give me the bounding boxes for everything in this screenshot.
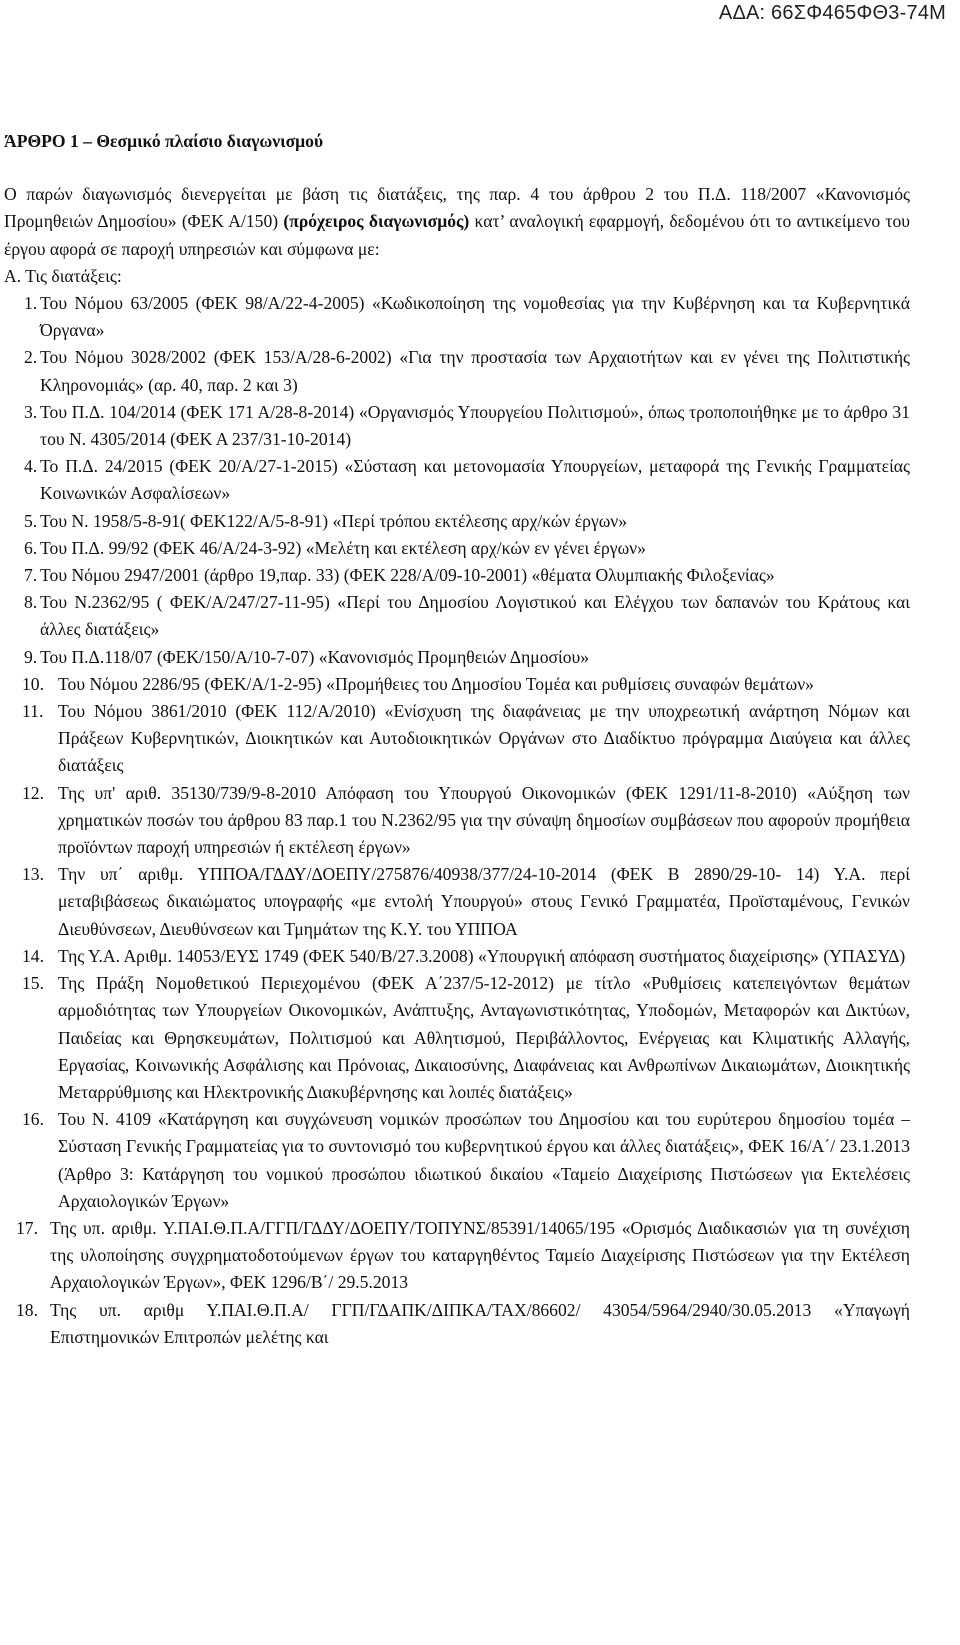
item-number: 11. xyxy=(22,701,44,722)
item-text: Του Π.Δ. 99/92 (ΦΕΚ 46/Α/24-3-92) «Μελέτη και εκτέλεση αρχ/κών εν γένει έργων» xyxy=(40,537,646,558)
item-number: 5. xyxy=(24,510,38,531)
item-text: Της υπ. αριθμ. Υ.ΠΑΙ.Θ.Π.Α/ΓΓΠ/ΓΔΔΥ/ΔΟΕΠΥ/ΤΟΠΥΝΣ/85391/14065/195 «Ορισμός Διαδικασιών για τη συνέχιση της υλοποίησης συγχρηματοδοτούμενων έργων του καταργηθέντος Ταμείο Διαχείρισης Πιστώσεων για την Εκτέλεση Αρχαιολογικών Έργων», ΦΕΚ 1296/Β΄/ 29.5.2013 xyxy=(50,1217,910,1293)
item-text: Του Νόμου 3861/2010 (ΦΕΚ 112/Α/2010) «Ενίσχυση της διαφάνειας με την υποχρεωτική ανάρτηση Νόμων και Πράξεων Κυβερνητικών, Διοικητικών και Αυτοδιοικητικών Οργάνων στο Διαδίκτυο πρόγραμμα Διαύγεια και άλλες διατάξεις xyxy=(58,701,910,776)
list-item xyxy=(4,399,910,453)
item-text: Του Νόμου 2286/95 (ΦΕΚ/Α/1-2-95) «Προμήθειες του Δημοσίου Τομέα και ρυθμίσεις συναφών θεμάτων» xyxy=(58,673,814,694)
list-item xyxy=(4,644,910,671)
list-item xyxy=(4,562,910,589)
item-text: Του Νόμου 63/2005 (ΦΕΚ 98/Α/22-4-2005) «Κωδικοποίηση της νομοθεσίας για την Κυβέρνηση και τα Κυβερνητικά Όργανα» xyxy=(40,293,910,341)
list-item xyxy=(4,535,910,562)
item-text: Της υπ' αριθ. 35130/739/9-8-2010 Απόφαση του Υπουργού Οικονομικών (ΦΕΚ 1291/11-8-2010) «Αύξηση των χρηματικών ποσών του άρθρου 83 παρ.1 του Ν.2362/95 για την σύναψη δημοσίων συμβάσεων που αφορούν προμήθεια προϊόντων παροχή υπηρεσιών ή εκτέλεση έργων» xyxy=(58,782,910,858)
intro-text-1: Ο παρών διαγωνισμός διενεργείται με βάση τις διατάξεις, της παρ. 4 του άρθρου 2 του Π.Δ. 118/2007 «Κανονισμός Προμηθειών Δημοσίου» (ΦΕΚ Α/150) xyxy=(4,184,910,232)
item-text: Της Υ.Α. Αριθμ. 14053/ΕΥΣ 1749 (ΦΕΚ 540/Β/27.3.2008) «Υπουργική απόφαση συστήματος διαχείρισης» (ΥΠΑΣΥΔ) xyxy=(58,945,906,966)
item-number: 2. xyxy=(24,347,38,368)
list-item xyxy=(4,344,910,398)
list-item xyxy=(4,1297,910,1351)
intro-paragraph xyxy=(4,181,910,263)
item-text: Την υπ΄ αριθμ. ΥΠΠΟΑ/ΓΔΔΥ/ΔΟΕΠΥ/275876/40938/377/24-10-2014 (ΦΕΚ Β 2890/29-10- 14) Υ.Α. περί μεταβιβάσεως δικαιώματος υπογραφής «με εντολή Υπουργού» στους Γενικό Γραμματέα, Προϊσταμένους, Γενικών Διευθύνσεων, Διευθύνσεων και Τμημάτων της Κ.Υ. του ΥΠΠΟΑ xyxy=(58,864,910,939)
list-item xyxy=(4,1215,910,1297)
item-number: 18. xyxy=(16,1299,38,1320)
item-text: Του Π.Δ. 104/2014 (ΦΕΚ 171 Α/28-8-2014) «Οργανισμός Υπουργείου Πολιτισμού», όπως τροποποιήθηκε με το άρθρο 31 του Ν. 4305/2014 (ΦΕΚ Α 237/31-10-2014) xyxy=(40,401,910,450)
article-title: ΆΡΘΡΟ 1 – Θεσμικό πλαίσιο διαγωνισμού xyxy=(4,131,324,151)
list-item xyxy=(4,780,910,862)
item-text: Του Νόμου 3028/2002 (ΦΕΚ 153/Α/28-6-2002) «Για την προστασία των Αρχαιοτήτων και εν γένει της Πολιτιστικής Κληρονομιάς» (αρ. 40, παρ. 2 και 3) xyxy=(40,347,910,395)
item-text: Το Π.Δ. 24/2015 (ΦΕΚ 20/Α/27-1-2015) «Σύσταση και μετονομασία Υπουργείων, μεταφορά της Γενικής Γραμματείας Κοινωνικών Ασφαλίσεων» xyxy=(40,456,910,504)
item-text: Του Π.Δ.118/07 (ΦΕΚ/150/Α/10-7-07) «Κανονισμός Προμηθειών Δημοσίου» xyxy=(40,646,590,667)
intro-text-2: κατ’ αναλογική εφαρμογή, δεδομένου ότι το αντικείμενο του έργου αφορά σε παροχή υπηρεσιών και σύμφωνα με: xyxy=(4,211,910,259)
item-number: 4. xyxy=(24,456,38,477)
item-text: Του Νόμου 2947/2001 (άρθρο 19,παρ. 33) (ΦΕΚ 228/Α/09-10-2001) «θέματα Ολυμπιακής Φιλοξενίας» xyxy=(40,565,775,586)
item-number: 12. xyxy=(22,782,44,803)
item-number: 14. xyxy=(22,945,44,966)
list-item xyxy=(4,970,910,1106)
list-item xyxy=(4,671,910,698)
list-item xyxy=(4,290,910,344)
item-number: 6. xyxy=(24,537,38,558)
item-number: 13. xyxy=(22,864,44,885)
subheading: Α. Τις διατάξεις: xyxy=(4,265,122,286)
item-number: 3. xyxy=(24,401,38,422)
document-body xyxy=(4,128,910,1351)
list-item xyxy=(4,453,910,507)
list-item xyxy=(4,1106,910,1215)
item-text: Της Πράξη Νομοθετικού Περιεχομένου (ΦΕΚ Α΄237/5-12-2012) με τίτλο «Ρυθμίσεις κατεπειγόντων θεμάτων αρμοδιότητας των Υπουργείων Οικονομικών, Ανάπτυξης, Ανταγωνιστικότητας, Υποδομών, Μεταφορών και Δικτύων, Παιδείας και Θρησκευμάτων, Πολιτισμού και Αθλητισμού, Περιβάλλοντος, Ενέργειας και Κλιματικής Αλλαγής, Εργασίας, Κοινωνικής Ασφάλισης και Πρόνοιας, Δικαιοσύνης, Διαφάνειας και Ανθρωπίνων Δικαιωμάτων, Διοικητικής Μεταρρύθμισης και Ηλεκτρονικής Διακυβέρνησης και λοιπές διατάξεις» xyxy=(58,973,910,1102)
item-text: Του Ν.2362/95 ( ΦΕΚ/Α/247/27-11-95) «Περί του Δημοσίου Λογιστικού και Ελέγχου των δαπανών του Κράτους και άλλες διατάξεις» xyxy=(40,592,910,640)
item-number: 10. xyxy=(22,673,44,694)
list-item xyxy=(4,943,910,970)
list-item xyxy=(4,589,910,643)
list-item xyxy=(4,508,910,535)
list-item xyxy=(4,861,910,943)
item-number: 9. xyxy=(24,646,38,667)
item-text: Του Ν. 1958/5-8-91( ΦΕΚ122/Α/5-8-91) «Περί τρόπου εκτέλεσης αρχ/κών έργων» xyxy=(40,510,628,531)
item-text: Του Ν. 4109 «Κατάργηση και συγχώνευση νομικών προσώπων του Δημοσίου και του ευρύτερου δημοσίου τομέα – Σύσταση Γενικής Γραμματείας για το συντονισμό του κυβερνητικού έργου και άλλες διατάξεις», ΦΕΚ 16/Α΄/ 23.1.2013 (Άρθρο 3: Κατάργηση του νομικού προσώπου ιδιωτικού δικαίου «Ταμείο Διαχείρισης Πιστώσεων για Εκτελέσεις Αρχαιολογικών Έργων» xyxy=(58,1109,910,1211)
intro-bold: (πρόχειρος διαγωνισμός) xyxy=(283,211,470,232)
item-number: 15. xyxy=(22,973,44,994)
list-item xyxy=(4,698,910,780)
ada-code: ΑΔΑ: 66ΣΦ465ΦΘ3-74Μ xyxy=(718,2,946,24)
item-number: 16. xyxy=(22,1109,44,1130)
provisions-list xyxy=(4,290,910,1351)
item-number: 8. xyxy=(24,592,38,613)
item-number: 1. xyxy=(24,293,38,314)
item-number: 7. xyxy=(24,565,38,586)
item-number: 17. xyxy=(16,1217,38,1238)
item-text: Της υπ. αριθμ Υ.ΠΑΙ.Θ.Π.Α/ ΓΓΠ/ΓΔΑΠΚ/ΔΙΠΚΑ/ΤΑΧ/86602/ 43054/5964/2940/30.05.2013 «Υπαγωγή Επιστημονικών Επιτροπών μελέτης και xyxy=(50,1299,910,1347)
